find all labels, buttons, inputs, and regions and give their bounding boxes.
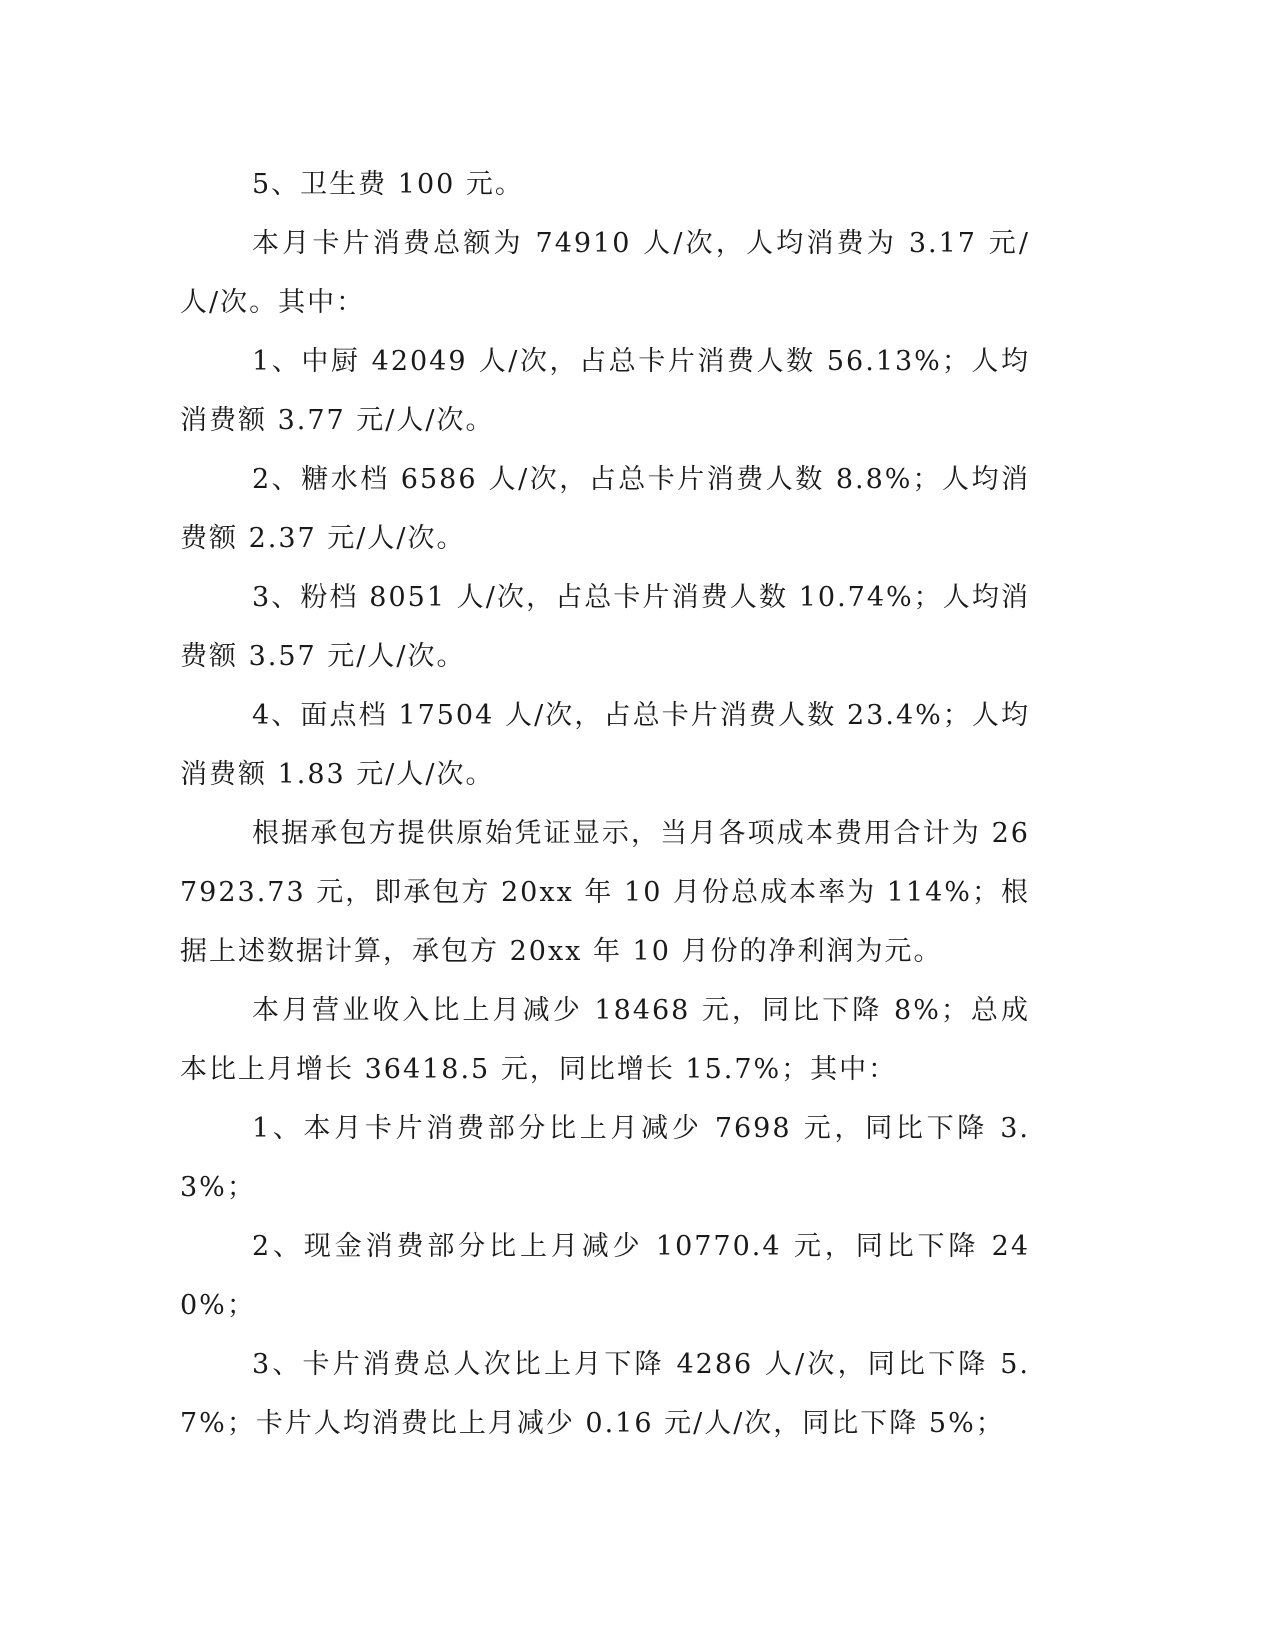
paragraph-card-total: 本月卡片消费总额为 74910 人/次，人均消费为 3.17 元/人/次。其中： xyxy=(180,228,1030,318)
paragraph-dessert-stall: 2、糖水档 6586 人/次，占总卡片消费人数 8.8%；人均消费额 2.37 元/人/次。 xyxy=(180,464,1030,554)
paragraph-card-change: 1、本月卡片消费部分比上月减少 7698 元，同比下降 3.3%； xyxy=(180,1113,1030,1203)
paragraph-pastry-stall: 4、面点档 17504 人/次，占总卡片消费人数 23.4%；人均消费额 1.83 元/人/次。 xyxy=(180,700,1030,790)
paragraph-revenue-change: 本月营业收入比上月减少 18468 元，同比下降 8%；总成本比上月增长 36418.5 元，同比增长 15.7%；其中： xyxy=(180,995,1030,1085)
paragraph-visits-change: 3、卡片消费总人次比上月下降 4286 人/次，同比下降 5.7%；卡片人均消费比上月减少 0.16 元/人/次，同比下降 5%； xyxy=(180,1349,1030,1439)
document-body xyxy=(180,155,1030,1453)
paragraph-sanitation-fee: 5、卫生费 100 元。 xyxy=(252,169,524,200)
paragraph-chinese-kitchen: 1、中厨 42049 人/次，占总卡片消费人数 56.13%；人均消费额 3.77 元/人/次。 xyxy=(180,346,1030,436)
paragraph-cash-change: 2、现金消费部分比上月减少 10770.4 元，同比下降 240%； xyxy=(180,1231,1030,1321)
paragraph-noodle-stall: 3、粉档 8051 人/次，占总卡片消费人数 10.74%；人均消费额 3.57 元/人/次。 xyxy=(180,582,1030,672)
paragraph-cost-summary: 根据承包方提供原始凭证显示，当月各项成本费用合计为 267923.73 元，即承包方 20xx 年 10 月份总成本率为 114%；根据上述数据计算，承包方 20xx 年 10 月份的净利润为元。 xyxy=(180,818,1030,967)
